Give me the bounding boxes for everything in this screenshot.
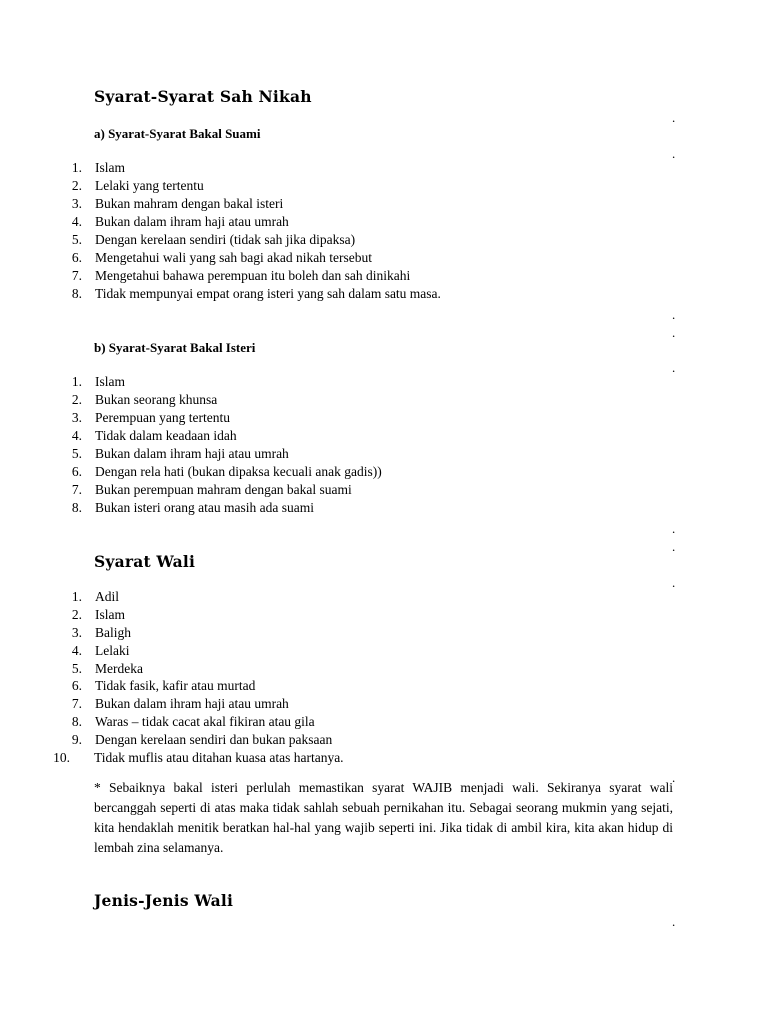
margin-dot: . bbox=[672, 110, 676, 125]
jenis-section-title: Jenis-Jenis Wali bbox=[94, 891, 234, 910]
margin-dot: . bbox=[672, 521, 676, 536]
margin-dot: . bbox=[672, 539, 676, 554]
main-title: Syarat-Syarat Sah Nikah bbox=[94, 87, 312, 106]
wali-section-title: Syarat Wali bbox=[94, 552, 196, 571]
margin-dot: . bbox=[672, 146, 676, 161]
margin-dot: . bbox=[672, 325, 676, 340]
margin-dot: . bbox=[672, 307, 676, 322]
isteri-section-title: b) Syarat-Syarat Bakal Isteri bbox=[94, 340, 256, 355]
margin-dot: . bbox=[672, 914, 676, 929]
margin-dot: . bbox=[672, 770, 676, 785]
note-paragraph: * Sebaiknya bakal isteri perlulah memastikan syarat WAJIB menjadi wali. Sekiranya syarat wali bercanggah seperti di atas maka tidak sahlah sebuah pernikahan itu. Sebagai seorang mukmin yang sejati, kita hendaklah menitik beratkan hal-hal yang wajib seperti ini. Jika tidak di ambil kira, kita akan hidup di lembah zina selamanya. bbox=[94, 780, 673, 855]
suami-section-title: a) Syarat-Syarat Bakal Suami bbox=[94, 126, 261, 141]
margin-dot: . bbox=[672, 575, 676, 590]
margin-dot: . bbox=[672, 360, 676, 375]
